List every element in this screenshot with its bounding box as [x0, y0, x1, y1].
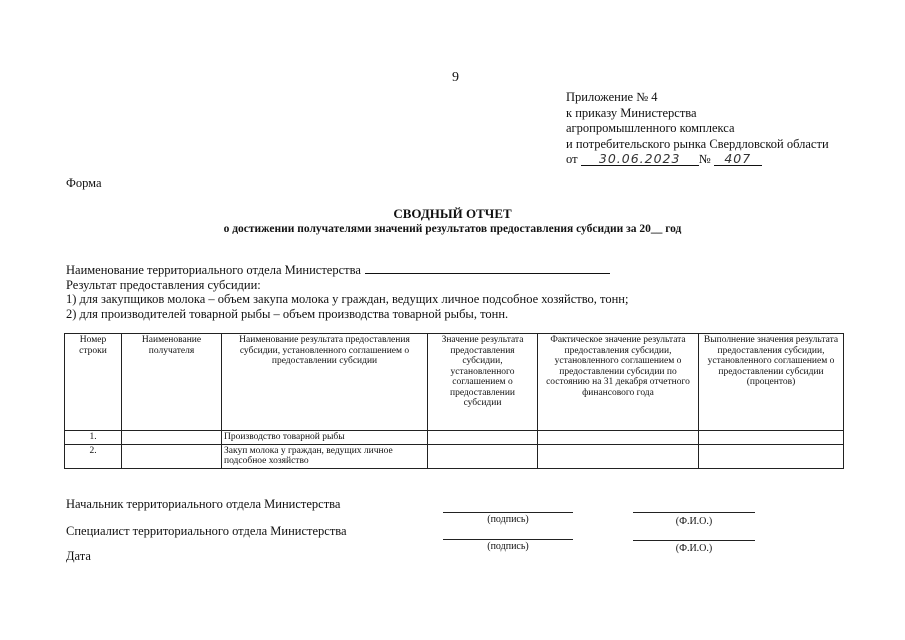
number-prefix: № [698, 152, 711, 166]
cell-result-name: Производство товарной рыбы [222, 431, 428, 445]
report-subtitle: о достижении получателями значений результатов предоставления субсидии за 20__ год [223, 223, 682, 235]
cell-actual-value [538, 444, 699, 468]
specialist-signature-caption: (подпись) [487, 541, 529, 552]
col-header-execution-percent: Выполнение значения результата предоставления субсидии, установленного соглашением о предоставлении субсидии (процентов) [699, 334, 844, 431]
page-number: 9 [452, 70, 459, 85]
cell-recipient [122, 444, 222, 468]
result-item-2: 2) для производителей товарной рыбы – объем производства товарной рыбы, тонн. [66, 306, 509, 321]
table-row [65, 431, 844, 445]
handwritten-number: 407 [714, 152, 762, 166]
appendix-line: агропромышленного комплекса [566, 121, 735, 135]
department-line [66, 262, 628, 278]
specialist-signature-label: Специалист территориального отдела Министерства [66, 524, 347, 538]
cell-result-name: Закуп молока у граждан, ведущих личное подсобное хозяйство [222, 444, 428, 468]
table-header-row [65, 334, 844, 431]
cell-actual-value [538, 431, 699, 445]
department-label: Наименование территориального отдела Министерства [66, 263, 361, 277]
head-name-caption: (Ф.И.О.) [675, 516, 713, 527]
cell-planned-value [428, 444, 538, 468]
head-name-line [633, 512, 755, 513]
date-prefix: от [566, 152, 578, 166]
report-title: СВОДНЫЙ ОТЧЕТ [393, 206, 512, 221]
result-label: Результат предоставления субсидии: [66, 277, 261, 292]
result-item-1: 1) для закупщиков молока – объем закупа молока у граждан, ведущих личное подсобное хозяйство, тонн; [66, 292, 629, 306]
col-header-result-name: Наименование результата предоставления субсидии, установленного соглашением о предоставлении субсидии [222, 334, 428, 431]
specialist-name-caption: (Ф.И.О.) [675, 543, 713, 554]
handwritten-date: 30.06.2023 [581, 152, 699, 166]
row-number: 1. [65, 431, 122, 445]
department-blank [365, 262, 610, 274]
report-info [66, 262, 628, 321]
cell-execution-percent [699, 444, 844, 468]
head-signature-label: Начальник территориального отдела Министерства [66, 497, 341, 511]
col-header-planned-value: Значение результата предоставления субсидии, установленного соглашением о предоставлении субсидии [428, 334, 538, 431]
report-table [64, 333, 844, 469]
cell-recipient [122, 431, 222, 445]
appendix-line: и потребительского рынка Свердловской области [566, 136, 829, 151]
head-signature-line [443, 512, 573, 513]
col-header-actual-value: Фактическое значение результата предоставления субсидии, установленного соглашением о предоставлении субсидии по состоянию на 31 декабря отчетного финансового года [538, 334, 699, 431]
cell-planned-value [428, 431, 538, 445]
head-signature-caption: (подпись) [487, 514, 529, 525]
appendix-date-line [566, 152, 829, 168]
row-number: 2. [65, 444, 122, 468]
specialist-signature-line [443, 539, 573, 540]
form-label: Форма [66, 176, 102, 190]
table-row [65, 444, 844, 468]
cell-execution-percent [699, 431, 844, 445]
date-label: Дата [66, 549, 91, 563]
appendix-block [566, 90, 829, 168]
appendix-line: Приложение № 4 [566, 90, 658, 104]
col-header-row-number: Номер строки [65, 334, 122, 431]
appendix-line: к приказу Министерства [566, 105, 697, 120]
specialist-name-line [633, 540, 755, 541]
col-header-recipient: Наименование получателя [122, 334, 222, 431]
